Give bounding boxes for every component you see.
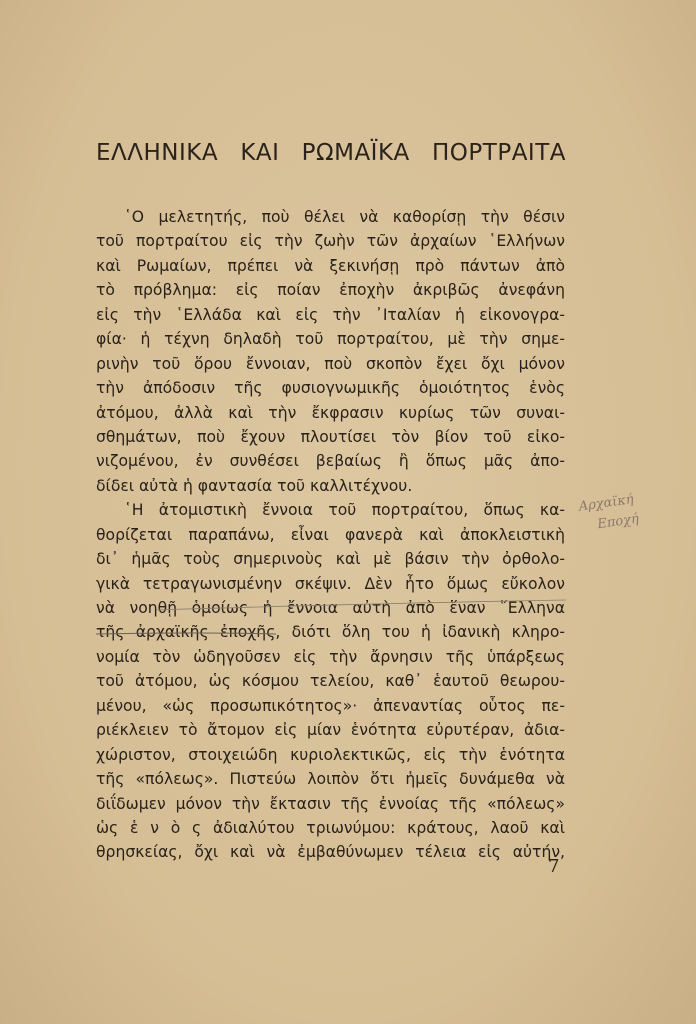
text-line: φία· ἡ τέχνη δηλαδὴ τοῦ πορτραίτου, μὲ τὴν σημε-: [96, 330, 565, 349]
text-line: νὰ νοηθῇ ὁμοίως ἡ ἔννοια αὐτὴ ἀπὸ ἕναν ῞Ελληνα: [96, 599, 565, 617]
body-text: [96, 205, 565, 865]
text-line: ρινὴν τοῦ ὅρου ἔννοιαν, ποὺ σκοπὸν ἔχει ὄχι μόνον: [96, 354, 565, 373]
text-line: ῾Η ἀτομιστικὴ ἔννοια τοῦ πορτραίτου, ὅπως κα-: [124, 501, 565, 520]
text-line: ῾Ο μελετητής, ποὺ θέλει νὰ καθορίσῃ τὴν θέσιν: [124, 208, 565, 226]
page-title: ΕΛΛΗΝΙΚΑ ΚΑΙ ΡΩΜΑΪΚΑ ΠΟΡΤΡΑΙΤΑ: [96, 140, 566, 166]
text-line: τῆς «πόλεως». Πιστεύω λοιπὸν ὅτι ἡμεῖς δυνάμεθα νὰ: [96, 770, 565, 789]
text-line: μένου, «ὡς προσωπικότητος»· ἀπεναντίας οὗτος πε-: [96, 696, 565, 715]
note-line: Εποχή: [596, 511, 640, 533]
text-line: ριέκλειεν τὸ ἄτομον εἰς μίαν ἑνότητα εὐρυτέραν, ἀδια-: [96, 721, 565, 740]
handwritten-note: [578, 487, 663, 538]
text-line: τὸ πρόβλημα: εἰς ποίαν ἐποχὴν ἀκριβῶς ἀνεφάνη: [96, 281, 565, 300]
text-line: γικὰ τετραγωνισμένην σκέψιν. Δὲν ἦτο ὅμως εὔκολον: [96, 574, 565, 593]
text-line: ὡς ἑ ν ὸ ς ἀδιαλύτου τριωνύμου: κράτους, λαοῦ καὶ: [96, 818, 565, 837]
text-line: τοῦ πορτραίτου εἰς τὴν ζωὴν τῶν ἀρχαίων ῾Ελλήνων: [96, 232, 565, 251]
note-line: Αρχαϊκή: [577, 492, 635, 515]
text-line: δίδει αὐτὰ ἡ φαντασία τοῦ καλλιτέχνου.: [96, 476, 413, 495]
text-line: χώριστον, στοιχειώδη κυριολεκτικῶς, εἰς τὴν ἑνότητα: [96, 745, 565, 764]
text-line: νομία τὸν ὡδηγοῦσεν εἰς τὴν ἄρνησιν τῆς ὑπάρξεως: [96, 647, 565, 666]
text-line: τοῦ ἀτόμου, ὡς κόσμου τελείου, καθ᾿ ἑαυτοῦ θεωρου-: [96, 672, 565, 691]
text-line: καὶ Ρωμαίων, πρέπει νὰ ξεκινήσῃ πρὸ πάντων ἀπὸ: [96, 256, 565, 275]
text-line: διΐδωμεν μόνον τὴν ἔκτασιν τῆς ἐννοίας τῆς «πόλεως»: [96, 794, 565, 813]
text-line: θορίζεται παραπάνω, εἶναι φανερὰ καὶ ἀποκλειστικὴ: [96, 525, 565, 544]
text-line: εἰς τὴν ῾Ελλάδα καὶ εἰς τὴν ᾿Ιταλίαν ἡ εἰκονογρα-: [96, 305, 565, 324]
text-line: δι᾿ ἡμᾶς τοὺς σημερινοὺς καὶ μὲ βάσιν τὴν ὀρθολο-: [96, 550, 565, 569]
text-line-underlined: τῆς ἀρχαϊκῆς ἐποχῆς, διότι ὅλη του ἡ ἰδανικὴ κληρο-: [96, 623, 565, 642]
text-line: σθημάτων, ποὺ ἔχουν πλουτίσει τὸν βίον τοῦ εἰκο-: [96, 427, 565, 446]
page-number: 7: [548, 856, 560, 877]
text-line: νιζομένου, ἐν συνθέσει βεβαίως ἢ ὅπως μᾶς ἀπο-: [96, 452, 565, 471]
text-line: τὴν ἀπόδοσιν τῆς φυσιογνωμικῆς ὁμοιότητος ἑνὸς: [96, 379, 565, 398]
text-line: ἀτόμου, ἀλλὰ καὶ τὴν ἔκφρασιν κυρίως τῶν συναι-: [96, 403, 565, 422]
text-line: θρησκείας, ὄχι καὶ νὰ ἐμβαθύνωμεν τέλεια εἰς αὐτήν,: [96, 843, 565, 862]
